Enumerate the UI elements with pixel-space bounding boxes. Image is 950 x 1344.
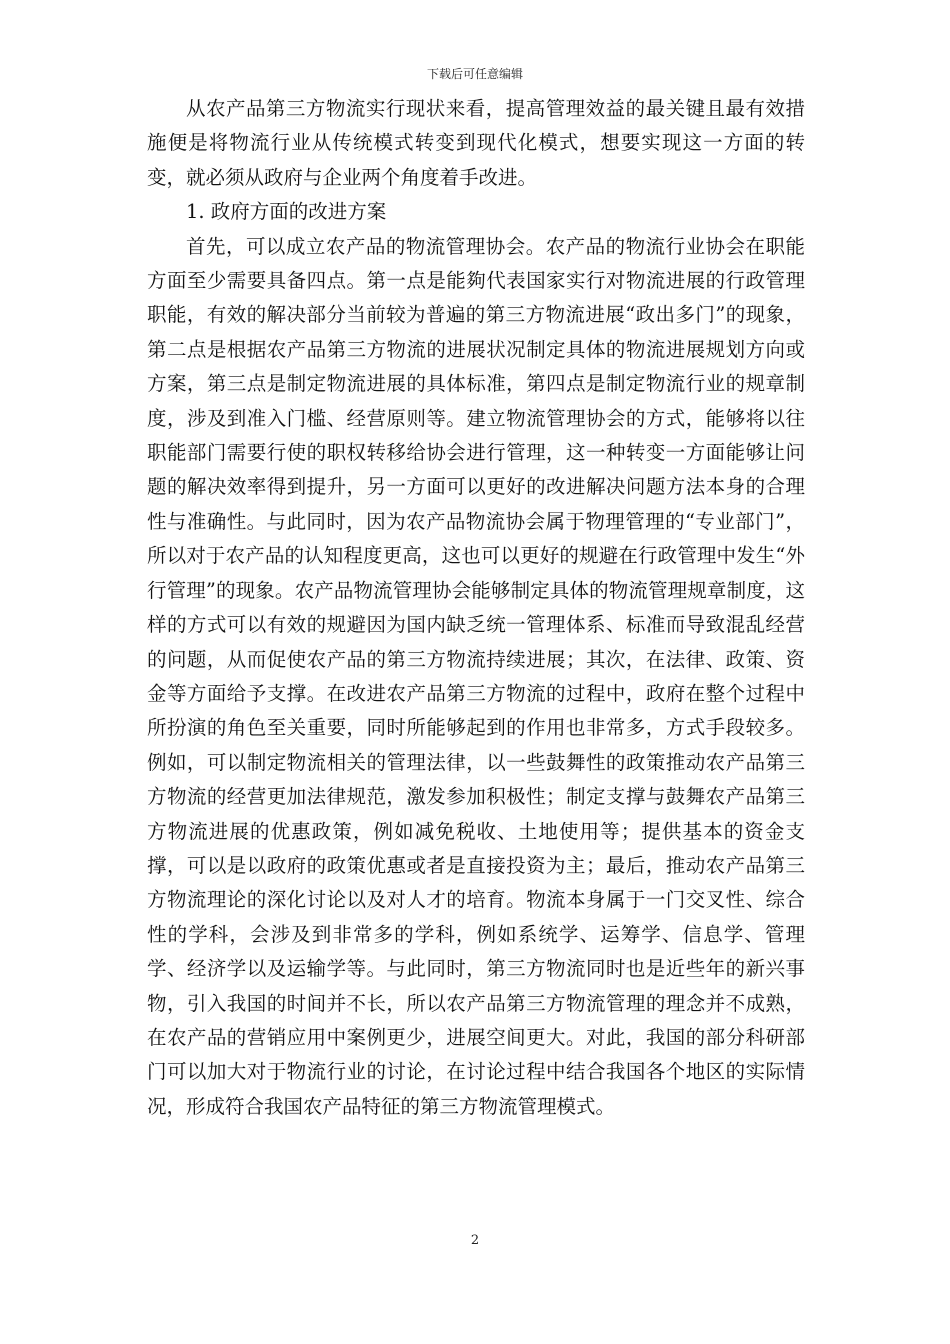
document-body (147, 92, 805, 1124)
page-header: 下载后可任意编辑 (426, 67, 523, 81)
section-heading: 1. 政府方面的改进方案 (186, 200, 387, 224)
body-paragraph: 从农产品第三方物流实行现状来看，提高管理效益的最关键且最有效措施便是将物流行业从传统模式转变到现代化模式，想要实现这一方面的转变，就必须从政府与企业两个角度着手改进。 (147, 97, 805, 189)
body-paragraph: 首先，可以成立农产品的物流管理协会。农产品的物流行业协会在职能方面至少需要具备四点。第一点是能夠代表国家实行对物流进展的行政管理职能，有效的解决部分当前较为普遍的第三方物流进展“政出多门”的现象，第二点是根据农产品第三方物流的进展状况制定具体的物流进展规划方向或方案，第三点是制定物流进展的具体标准，第四点是制定物流行业的规章制度，涉及到准入门槛、经营原则等。建立物流管理协会的方式，能够将以往职能部门需要行使的职权转移给协会进行管理，这一种转变一方面能够让问题的解决效率得到提升，另一方面可以更好的改进解决问题方法本身的合理性与准确性。与此同时，因为农产品物流协会属于物理管理的“专业部门”，所以对于农产品的认知程度更高，这也可以更好的规避在行政管理中发生“外行管理”的现象。农产品物流管理协会能够制定具体的物流管理规章制度，这样的方式可以有效的规避因为国内缺乏统一管理体系、标准而导致混乱经营的问题，从而促使农产品的第三方物流持续进展；其次，在法律、政策、资金等方面给予支撑。在改进农产品第三方物流的过程中，政府在整个过程中所扮演的角色至关重要，同时所能够起到的作用也非常多，方式手段较多。例如，可以制定物流相关的管理法律，以一些鼓舞性的政策推动农产品第三方物流的经营更加法律规范，激发参加积极性；制定支撑与鼓舞农产品第三方物流进展的优惠政策，例如减免税收、土地使用等；提供基本的资金支撑，可以是以政府的政策优惠或者是直接投资为主；最后，推动农产品第三方物流理论的深化讨论以及对人才的培育。物流本身属于一门交叉性、综合性的学科，会涉及到非常多的学科，例如系统学、运筹学、信息学、管理学、经济学以及运输学等。与此同时，第三方物流同时也是近些年的新兴事物，引入我国的时间并不长，所以农产品第三方物流管理的理念并不成熟，在农产品的营销应用中案例更少，进展空间更大。对此，我国的部分科研部门可以加大对于物流行业的讨论，在讨论过程中结合我国各个地区的实际情况，形成符合我国农产品特征的第三方物流管理模式。 (147, 234, 805, 1118)
page-number: 2 (470, 1233, 480, 1248)
